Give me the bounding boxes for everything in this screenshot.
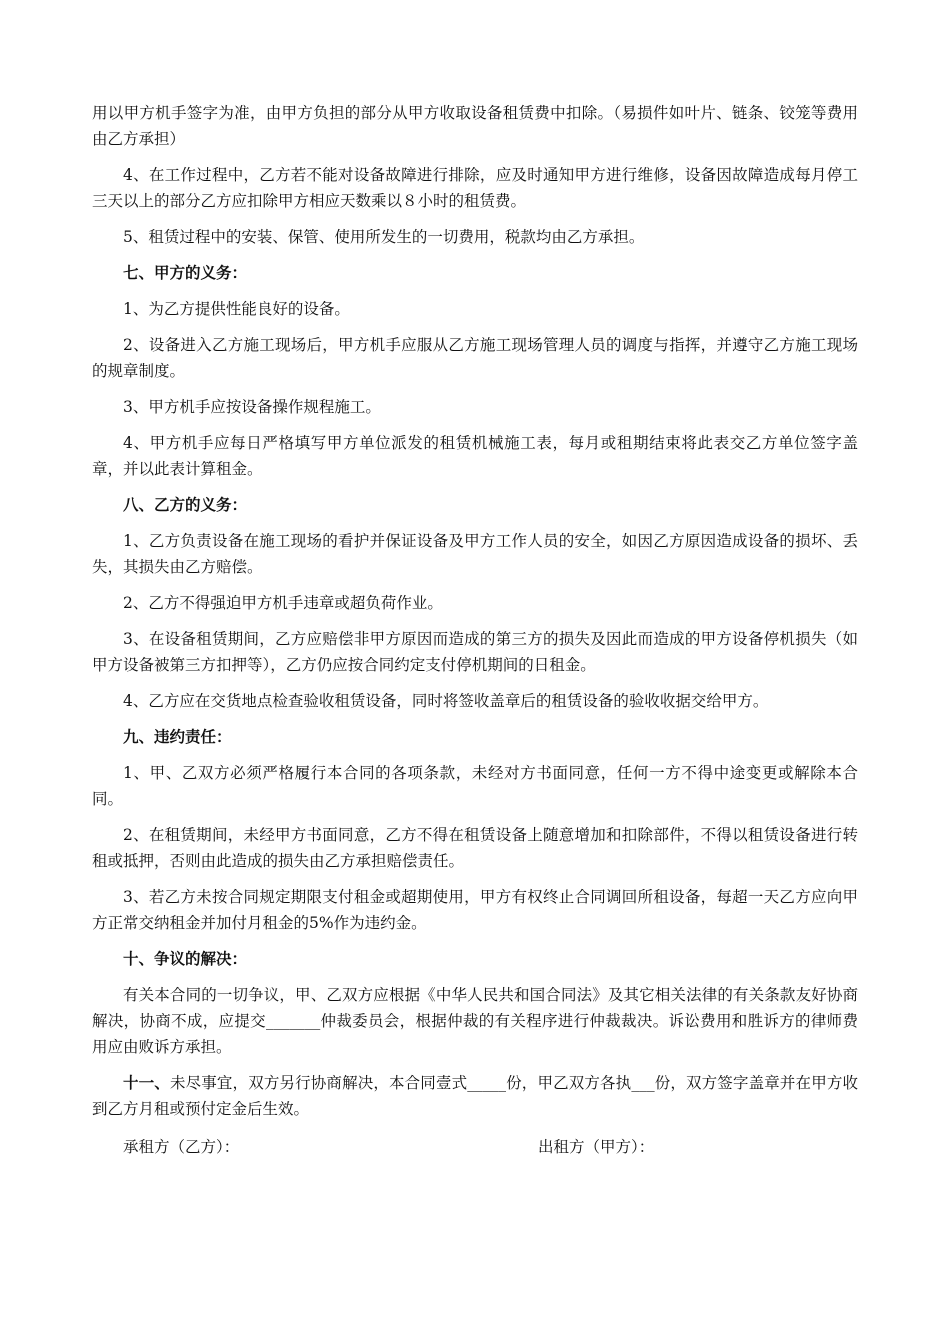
paragraph: 用以甲方机手签字为准，由甲方负担的部分从甲方收取设备租赁费中扣除。（易损件如叶片、链条、铰笼等费用由乙方承担） (92, 104, 858, 148)
section-heading: 八、乙方的义务： (123, 495, 248, 514)
section-heading: 十、争议的解决： (123, 949, 248, 968)
lessor-signature-label: 出租方（甲方）： (538, 1138, 655, 1156)
section-heading: 七、甲方的义务： (123, 263, 248, 282)
final-clause-text: 未尽事宜，双方另行协商解决，本合同壹式_____份，甲乙双方各执___份，双方签字盖章并在甲方收到乙方月租或预付定金后生效。 (92, 1074, 858, 1118)
paragraph: 1、乙方负责设备在施工现场的看护并保证设备及甲方工作人员的安全，如因乙方原因造成设备的损坏、丢失，其损失由乙方赔偿。 (92, 532, 858, 576)
paragraph: 2、在租赁期间，未经甲方书面同意，乙方不得在租赁设备上随意增加和扣除部件，不得以租赁设备进行转租或抵押，否则由此造成的损失由乙方承担赔偿责任。 (92, 826, 858, 870)
paragraph: 1、甲、乙双方必须严格履行本合同的各项条款，未经对方书面同意，任何一方不得中途变更或解除本合同。 (92, 764, 858, 808)
paragraph: 3、在设备租赁期间，乙方应赔偿非甲方原因而造成的第三方的损失及因此而造成的甲方设备停机损失（如甲方设备被第三方扣押等），乙方仍应按合同约定支付停机期间的日租金。 (92, 630, 858, 674)
paragraph: 4、乙方应在交货地点检查验收租赁设备，同时将签收盖章后的租赁设备的验收收据交给甲方。 (123, 692, 769, 710)
section-heading: 九、违约责任： (123, 727, 232, 746)
paragraph: 1、为乙方提供性能良好的设备。 (123, 300, 350, 318)
paragraph: 3、若乙方未按合同规定期限支付租金或超期使用，甲方有权终止合同调回所租设备，每超一天乙方应向甲方正常交纳租金并加付月租金的5%作为违约金。 (92, 888, 858, 932)
paragraph: 有关本合同的一切争议，甲、乙双方应根据《中华人民共和国合同法》及其它相关法律的有关条款友好协商解决，协商不成，应提交_______仲裁委员会，根据仲裁的有关程序进行仲裁裁决。诉讼费用和胜诉方的律师费用应由败诉方承担。 (92, 986, 858, 1056)
paragraph: 5、租赁过程中的安装、保管、使用所发生的一切费用，税款均由乙方承担。 (123, 228, 645, 246)
paragraph: 4、在工作过程中，乙方若不能对设备故障进行排除，应及时通知甲方进行维修，设备因故障造成每月停工三天以上的部分乙方应扣除甲方相应天数乘以８小时的租赁费。 (92, 166, 858, 210)
paragraph: 2、乙方不得强迫甲方机手违章或超负荷作业。 (123, 594, 443, 612)
signature-row (92, 1134, 858, 1164)
paragraph: 3、甲方机手应按设备操作规程施工。 (123, 398, 381, 416)
final-clause (92, 1070, 858, 1132)
final-clause-lead: 十一、 (123, 1073, 170, 1092)
paragraph: 2、设备进入乙方施工现场后，甲方机手应服从乙方施工现场管理人员的调度与指挥，并遵守乙方施工现场的规章制度。 (92, 336, 858, 380)
contract-body (92, 100, 858, 1164)
paragraph-list (92, 100, 858, 1070)
lessee-signature-label: 承租方（乙方）： (123, 1138, 240, 1156)
paragraph: 4、甲方机手应每日严格填写甲方单位派发的租赁机械施工表，每月或租期结束将此表交乙方单位签字盖章，并以此表计算租金。 (92, 434, 858, 478)
